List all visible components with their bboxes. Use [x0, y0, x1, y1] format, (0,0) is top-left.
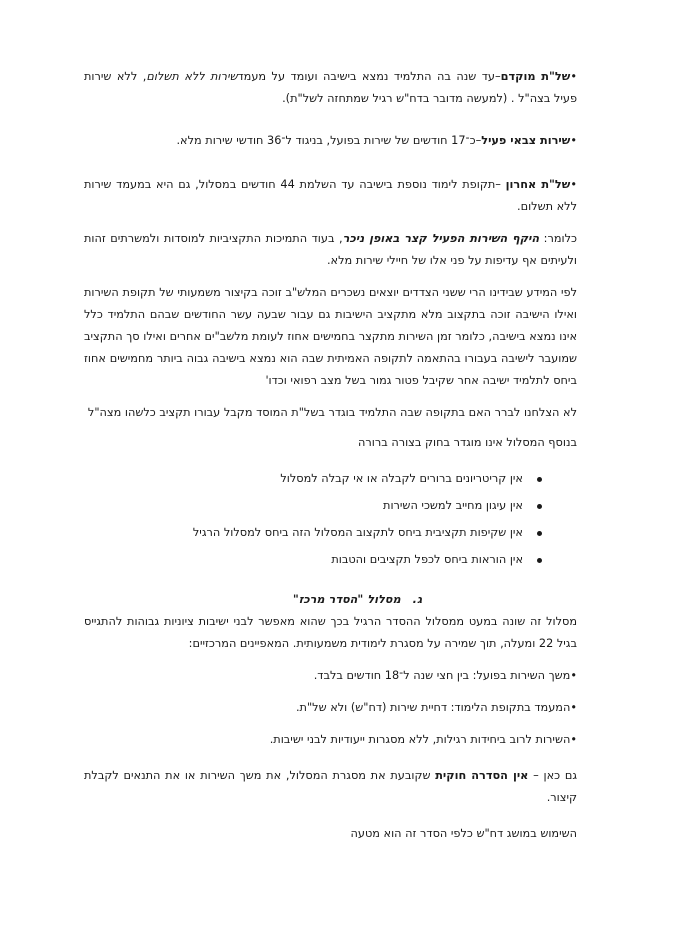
list-item — [84, 549, 577, 571]
bullet-dot — [537, 558, 542, 563]
list-item — [84, 495, 577, 517]
italic-unpaid-service: שירות ללא תשלום — [146, 70, 238, 83]
emphasis-short-service: היקף השירות הפעיל קצר באופן ניכר — [342, 232, 540, 245]
bullet-dot — [537, 504, 542, 509]
list-item-text: אין עיגון מחייב למשכי השירות — [383, 499, 523, 512]
paragraph-early-shlat — [84, 66, 577, 110]
paragraph-merkaz-intro: מסלול זה שונה במעט ממסלול ההסדר הרגיל בכך שהוא מאפשר לבני ישיבות ציוניות גבוהות להתגייס בגיל 22 ומעלה, תוך שמירה על מסגרת לימודית משמעותית. המאפיינים המרכזיים: — [84, 615, 577, 650]
section-number: ג. — [412, 593, 422, 606]
paragraph-no-legal-arrangement — [84, 765, 577, 809]
list-item — [84, 522, 577, 544]
paragraph-not-defined-by-law: בנוסף המסלול אינו מוגדר בחוק בצורה ברורה — [358, 436, 577, 449]
paragraph-late-shlat — [84, 174, 577, 218]
paragraph-meaning — [84, 228, 577, 272]
bullet: • — [570, 178, 577, 191]
term-late-shlat: של"ת אחרון — [505, 178, 571, 191]
paragraph-study-status: •המעמד בתקופת הלימוד: דחיית שירות (דח"ש) ולא של"ת. — [295, 701, 577, 714]
list-item-text: אין קריטריונים ברורים לקבלה או אי קבלה למסלול — [280, 472, 523, 485]
text: , ללא שירות פעיל בצה"ל . (למעשה מדובר בדח"ש רגיל שמתחזה לשל"ת). — [84, 70, 577, 105]
paragraph-unclear-funding: לא הצלחנו לברר האם בתקופה שבה התלמיד בוגדר בשל"ת המוסד מקבל עבורו תקציב כלשהו מצה"ל — [87, 406, 577, 419]
section-title: מסלול "הסדר מרכז" — [292, 593, 401, 606]
paragraph-misleading-term: השימוש במושג דח"ש כלפי הסדר זה הוא מטעה — [350, 827, 577, 840]
list-item-text: אין הוראות ביחס לכפל תקציבים והטבות — [331, 553, 523, 566]
bullet: • — [570, 70, 577, 83]
bullet: • — [570, 134, 577, 147]
text: –עד שנה בה התלמיד נמצא בישיבה ועומד על מעמד — [237, 70, 501, 83]
bullet-dot — [537, 477, 542, 482]
document-body — [84, 66, 577, 845]
section-heading — [84, 589, 577, 611]
term-early-shlat: של"ת מוקדם — [500, 70, 571, 83]
paragraph-analysis: לפי המידע שבידינו הרי ששני הצדדים יוצאים נשכרים המלש"ב זוכה בקיצור משמעותי של תקופת השירות ואילו הישיבה זוכה בתקצוב מלא מתקציב הישיבות גם עבור שבעה עשר החודשים שבהם התלמיד כלל אינו נמצא בישיבה, כלומר זמן השירות מתקצר בחמישים אחוז לעומת מלשב"ים אחרים ואילו סך התקציב שמועבר לישיבה בעבורו בהתאמה לתקופה האמיתית שבה הוא נמצא בישיבה גבוה ביותר מחמישים אחוז ביחס לתלמיד ישיבה אחר שקיבל פטור גמור בשל מצב רפואי וכדו' — [84, 286, 577, 387]
text: כלומר: — [539, 232, 577, 245]
list-item — [84, 468, 577, 490]
text: –כ־17 חודשים של שירות בפועל, בניגוד ל־36 חודשי שירות מלא. — [176, 134, 482, 147]
text: גם כאן – — [528, 769, 577, 782]
list-item-text: אין שקיפות תקציבית ביחס לתקצוב המסלול הזה ביחס למסלול הרגיל — [192, 526, 523, 539]
term-active-service: שירות צבאי פעיל — [481, 134, 571, 147]
issues-list — [84, 468, 577, 571]
paragraph-active-service — [84, 130, 577, 152]
text: , בעוד התמיכות התקציביות למוסדות ולמשרתים זהות ולעיתים אף עדיפות על פני אלו של חיילי שירות מלא. — [84, 232, 577, 267]
text: –תקופת לימוד נוספת בישיבה עד השלמת 44 חודשים במסלול, גם היא במעמד שירות ללא תשלום. — [84, 178, 577, 213]
bullet-dot — [537, 531, 542, 536]
emphasis-no-legal-arrangement: אין הסדרה חוקית — [435, 769, 529, 782]
paragraph-regular-units: •השירות לרוב ביחידות רגילות, ללא מסגרות ייעודיות לבני ישיבות. — [269, 733, 577, 746]
text: שקובעת את מסגרת המסלול, את משך השירות או את התנאים לקבלת קיצור. — [84, 769, 577, 804]
paragraph-service-length: •משך השירות בפועל: בין חצי שנה ל־18 חודשים בלבד. — [313, 669, 577, 682]
